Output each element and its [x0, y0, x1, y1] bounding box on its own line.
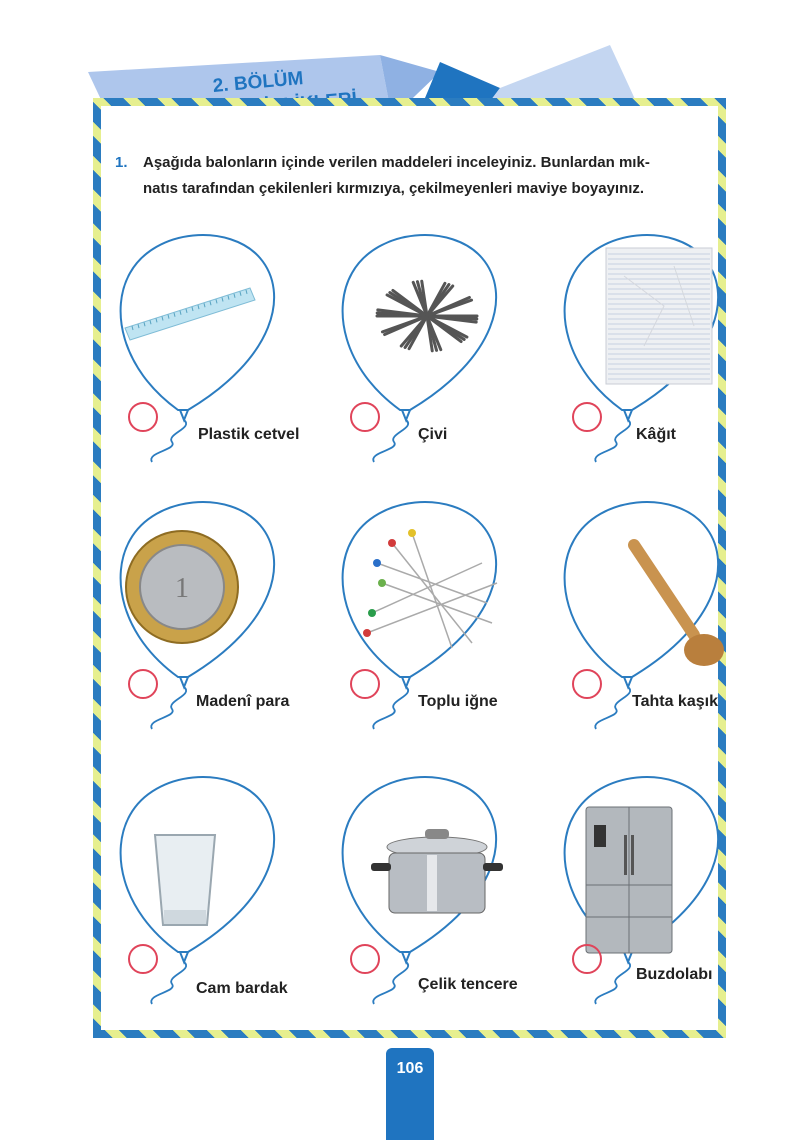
balloon-label: Cam bardak: [196, 980, 288, 997]
balloon-label: Çelik tencere: [418, 976, 518, 993]
page-number: 106: [386, 1048, 434, 1140]
pot-icon: [367, 825, 507, 930]
color-circle[interactable]: [350, 944, 380, 974]
balloon-label: Çivi: [418, 426, 448, 443]
nails-icon: [362, 266, 492, 371]
instruction-line-2: natıs tarafından çekilenleri kırmızıya, çekilmeyenleri maviye boyayınız.: [143, 180, 645, 197]
color-circle[interactable]: [350, 669, 380, 699]
color-circle[interactable]: [572, 669, 602, 699]
balloon-label: Tahta kaşık: [632, 693, 718, 710]
balloon-item: [110, 770, 320, 1010]
exercise-instruction: [115, 150, 710, 202]
paper-icon: [604, 246, 714, 391]
exercise-number: 1.: [115, 154, 128, 171]
color-circle[interactable]: [128, 669, 158, 699]
instruction-line-1: Aşağıda balonların içinde verilen maddeleri inceleyiniz. Bunlardan mık-: [143, 154, 650, 171]
color-circle[interactable]: [572, 402, 602, 432]
color-circle[interactable]: [128, 944, 158, 974]
pins-icon: [362, 523, 502, 658]
ruler-icon: [120, 268, 260, 353]
balloon-label: Toplu iğne: [418, 693, 498, 710]
balloon-item: [554, 495, 764, 735]
balloon-item: [110, 495, 320, 735]
color-circle[interactable]: [572, 944, 602, 974]
glass-icon: [150, 830, 220, 935]
balloon-label: Madenî para: [196, 693, 290, 710]
color-circle[interactable]: [128, 402, 158, 432]
balloon-label: Plastik cetvel: [198, 426, 300, 443]
balloon-item: [110, 228, 320, 468]
balloon-item: [332, 228, 542, 468]
balloon-label: Buzdolabı: [636, 966, 713, 983]
fridge-icon: [584, 805, 674, 960]
balloon-item: [554, 228, 764, 468]
wooden-spoon-icon: [624, 535, 734, 680]
color-circle[interactable]: [350, 402, 380, 432]
balloon-item: [554, 770, 764, 1010]
balloon-label: Kâğıt: [636, 426, 676, 443]
balloon-item: [332, 495, 542, 735]
section-title: 2. BÖLÜM: [212, 68, 305, 97]
svg-text:1: 1: [175, 573, 189, 604]
coin-icon: [122, 527, 242, 652]
balloon-item: [332, 770, 542, 1010]
